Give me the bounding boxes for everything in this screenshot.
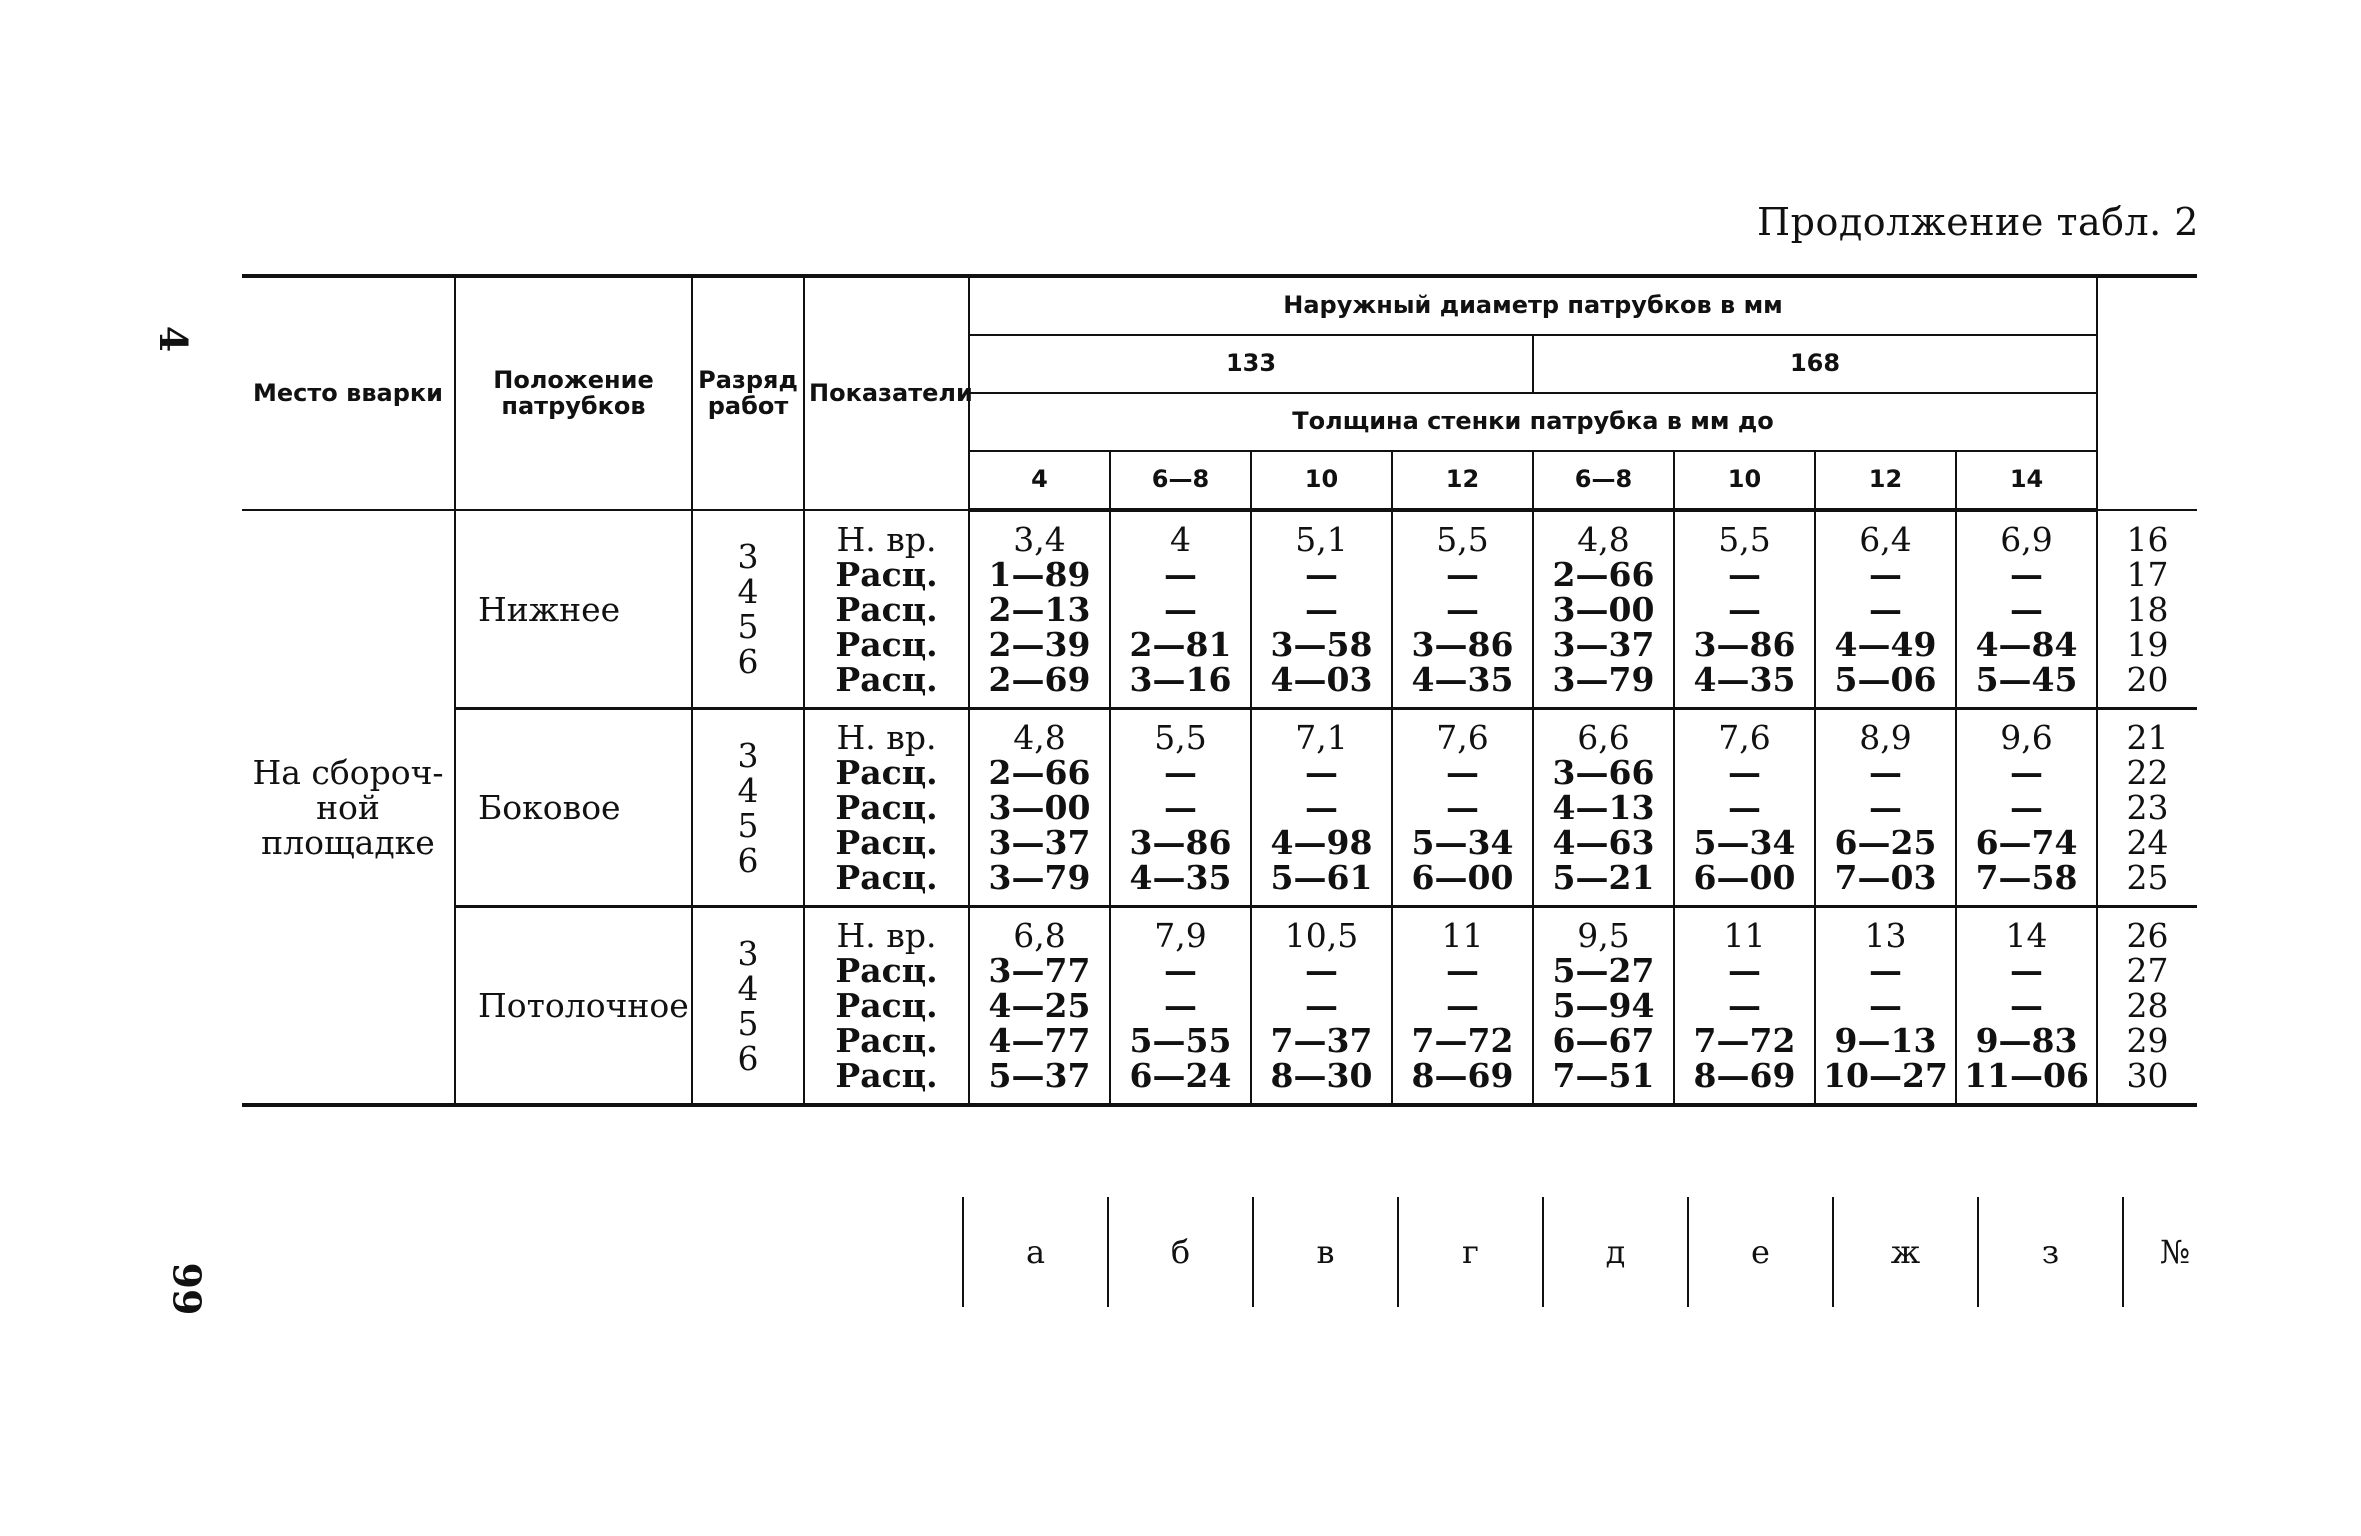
table-row	[242, 510, 2197, 709]
cell-value: 4—35	[1411, 660, 1514, 699]
cell-value: Расц.	[835, 589, 938, 629]
cell-value: —	[2010, 753, 2044, 792]
cell-value: 11	[1441, 916, 1484, 955]
cell-value: 5—55	[1129, 1021, 1232, 1060]
cell-value: 6—24	[1129, 1056, 1232, 1095]
cell-value: 7—37	[1270, 1021, 1373, 1060]
value-cell	[1815, 510, 1956, 709]
cell-value: 9—83	[1975, 1021, 2078, 1060]
value-cell	[1533, 907, 1674, 1106]
cell-value: 3—86	[1411, 625, 1514, 664]
grade-cell	[692, 709, 804, 907]
cell-value: Н. вр.	[836, 519, 937, 559]
cell-value: 7—51	[1552, 1056, 1655, 1095]
cell-value: —	[1305, 555, 1338, 594]
cell-value: Расц.	[835, 951, 938, 990]
value-cell	[1251, 907, 1392, 1106]
header-thickness-7: 12	[1815, 451, 1956, 510]
cell-value: 7—58	[1975, 858, 2078, 897]
cell-value: 7,6	[1718, 718, 1771, 757]
cell-value: 6,6	[1577, 718, 1630, 757]
cell-value: —	[1305, 986, 1338, 1025]
cell-value: 5—61	[1270, 858, 1373, 897]
value-cell	[1533, 709, 1674, 907]
cell-value: —	[1305, 590, 1338, 629]
cell-value: —	[1869, 986, 1902, 1025]
cell-value: Н. вр.	[836, 916, 937, 955]
value-cell	[1110, 510, 1251, 709]
position-cell: Нижнее	[455, 510, 692, 709]
row-number-cell	[2097, 907, 2197, 1106]
cell-value: 5—34	[1411, 823, 1514, 862]
cell-value: Н. вр.	[836, 718, 937, 757]
header-thickness-8: 14	[1956, 451, 2097, 510]
cell-value: 20	[2126, 659, 2169, 699]
value-cell	[1533, 510, 1674, 709]
table-row	[242, 709, 2197, 907]
cell-value: —	[1728, 753, 1761, 792]
cell-value: 28	[2126, 986, 2169, 1025]
cell-value: 5—06	[1834, 660, 1937, 699]
cell-value: 3	[737, 933, 759, 973]
value-cell	[1815, 907, 1956, 1106]
cell-value: 4—98	[1270, 823, 1373, 862]
cell-value: 4,8	[1577, 520, 1630, 559]
cell-value: 21	[2126, 718, 2169, 757]
cell-value: 8—69	[1693, 1056, 1796, 1095]
cell-value: —	[1728, 788, 1761, 827]
cell-value: 29	[2126, 1021, 2169, 1060]
cell-value: —	[1164, 590, 1197, 629]
cell-value: 27	[2126, 951, 2169, 990]
header-thickness-4: 12	[1392, 451, 1533, 510]
cell-value: Расц.	[835, 1056, 938, 1095]
cell-value: 5—37	[988, 1056, 1091, 1095]
cell-value: 3—37	[988, 823, 1091, 862]
cell-value: Расц.	[835, 986, 938, 1025]
position-cell: Потолочное	[455, 907, 692, 1106]
header-diameter-133: 133	[969, 335, 1533, 393]
cell-value: 4—63	[1552, 823, 1655, 862]
cell-value: 30	[2126, 1056, 2169, 1095]
place-cell: На сбороч-ной площадке	[252, 752, 444, 862]
row-number-cell	[2097, 510, 2197, 709]
cell-value: Расц.	[835, 788, 938, 827]
position-cell: Боковое	[455, 709, 692, 907]
value-cell	[969, 709, 1110, 907]
header-thickness-6: 10	[1674, 451, 1815, 510]
cell-value: 5—21	[1552, 858, 1655, 897]
cell-value: 6	[737, 840, 759, 880]
cell-value: 4—77	[988, 1021, 1091, 1060]
cell-value: 7,1	[1295, 718, 1348, 757]
cell-value: 6—25	[1834, 823, 1937, 862]
header-place: Место вварки	[242, 276, 455, 510]
cell-value: 5—45	[1975, 660, 2078, 699]
cell-value: —	[1869, 951, 1902, 990]
header-thickness-5: 6—8	[1533, 451, 1674, 510]
cell-value: 5,5	[1436, 520, 1489, 559]
header-row-number	[2097, 276, 2197, 510]
value-cell	[1815, 709, 1956, 907]
margin-number-top: 4	[151, 325, 197, 353]
cell-value: 3	[737, 735, 759, 775]
value-cell	[1251, 709, 1392, 907]
cell-value: 5—34	[1693, 823, 1796, 862]
cell-value: 3—66	[1552, 753, 1655, 792]
cell-value: 4,8	[1013, 718, 1066, 757]
cell-value: Расц.	[835, 659, 938, 699]
cell-value: 5	[737, 805, 759, 845]
cell-value: —	[1164, 555, 1197, 594]
column-letter: е	[1688, 1197, 1833, 1307]
cell-value: 2—69	[988, 660, 1091, 699]
cell-value: —	[1305, 753, 1338, 792]
header-wall-thickness: Толщина стенки патрубка в мм до	[969, 393, 2097, 451]
indicator-cell	[804, 510, 969, 709]
cell-value: —	[2010, 555, 2044, 594]
cell-value: 3—86	[1693, 625, 1796, 664]
cell-value: Расц.	[835, 823, 938, 862]
cell-value: Расц.	[835, 624, 938, 664]
table-row	[242, 907, 2197, 1106]
cell-value: 6	[737, 1038, 759, 1078]
column-letter: ж	[1833, 1197, 1978, 1307]
cell-value: 8—30	[1270, 1056, 1373, 1095]
cell-value: 7—72	[1411, 1021, 1514, 1060]
cell-value: —	[1728, 555, 1761, 594]
cell-value: 4	[737, 572, 759, 611]
column-letter: б	[1108, 1197, 1253, 1307]
cell-value: —	[1869, 753, 1902, 792]
cell-value: 6—67	[1552, 1021, 1655, 1060]
grade-cell	[692, 907, 804, 1106]
cell-value: 3—00	[1552, 590, 1655, 629]
cell-value: 5—27	[1552, 951, 1655, 990]
cell-value: 4	[1170, 520, 1191, 559]
value-cell	[1392, 907, 1533, 1106]
cell-value: 4—25	[988, 986, 1091, 1025]
cell-value: 5	[737, 1003, 759, 1043]
column-letter: а	[963, 1197, 1108, 1307]
cell-value: —	[1728, 951, 1761, 990]
cell-value: 25	[2126, 858, 2169, 897]
column-letter: в	[1253, 1197, 1398, 1307]
cell-value: —	[1446, 951, 1479, 990]
header-outer-diameter: Наружный диаметр патрубков в мм	[969, 276, 2097, 335]
cell-value: 3,4	[1013, 520, 1066, 559]
cell-value: 5,5	[1154, 718, 1207, 757]
cell-value: 4—13	[1552, 788, 1655, 827]
cell-value: 8—69	[1411, 1056, 1514, 1095]
cell-value: —	[1164, 788, 1197, 827]
cell-value: Расц.	[835, 753, 938, 792]
cell-value: 3—16	[1129, 660, 1232, 699]
cell-value: 6,9	[2000, 520, 2053, 559]
cell-value: 6,4	[1859, 520, 1912, 559]
cell-value: 7,6	[1436, 718, 1489, 757]
margin-number-bottom: 99	[164, 1262, 210, 1316]
cell-value: 4—03	[1270, 660, 1373, 699]
cell-value: 3—00	[988, 788, 1091, 827]
cell-value: 3—37	[1552, 625, 1655, 664]
cell-value: —	[1305, 788, 1338, 827]
cell-value: —	[1446, 555, 1479, 594]
value-cell	[1110, 907, 1251, 1106]
value-cell	[1956, 907, 2097, 1106]
value-cell	[1674, 510, 1815, 709]
cell-value: 8,9	[1859, 718, 1912, 757]
cell-value: 6—74	[1975, 823, 2078, 862]
cell-value: 11—06	[1964, 1056, 2089, 1095]
cell-value: 4—84	[1975, 625, 2078, 664]
cell-value: —	[1728, 590, 1761, 629]
cell-value: 9,6	[2000, 718, 2053, 757]
cell-value: 4	[737, 968, 759, 1008]
cell-value: —	[1728, 986, 1761, 1025]
cell-value: 5,1	[1295, 520, 1348, 559]
cell-value: —	[2010, 590, 2044, 629]
cell-value: —	[1869, 590, 1902, 629]
cell-value: 5,5	[1718, 520, 1771, 559]
header-grade: Разряд работ	[692, 276, 804, 510]
cell-value: 3—79	[1552, 660, 1655, 699]
cell-value: 23	[2126, 788, 2169, 827]
column-letter: з	[1978, 1197, 2123, 1307]
cell-value: 6,8	[1013, 916, 1066, 955]
cell-value: 4—49	[1834, 625, 1937, 664]
cell-value: 4—35	[1129, 858, 1232, 897]
cell-value: 1—89	[988, 555, 1091, 594]
cell-value: Расц.	[835, 1021, 938, 1060]
value-cell	[969, 907, 1110, 1106]
cell-value: 6—00	[1693, 858, 1796, 897]
cell-value: 16	[2126, 519, 2169, 559]
cell-value: —	[2010, 986, 2044, 1025]
cell-value: 24	[2126, 823, 2169, 862]
row-number-cell	[2097, 709, 2197, 907]
column-letter: г	[1398, 1197, 1543, 1307]
value-cell	[1251, 510, 1392, 709]
cell-value: 14	[2005, 916, 2048, 955]
norms-table	[242, 274, 2197, 1107]
cell-value: 3—86	[1129, 823, 1232, 862]
cell-value: —	[1164, 951, 1197, 990]
cell-value: 6	[737, 642, 759, 681]
column-letters-row	[962, 1197, 2226, 1307]
header-position: Положение патрубков	[455, 276, 692, 510]
value-cell	[1956, 709, 2097, 907]
cell-value: —	[2010, 788, 2044, 827]
table-caption: Продолжение табл. 2	[1757, 200, 2199, 244]
header-diameter-168: 168	[1533, 335, 2097, 393]
cell-value: 9,5	[1577, 916, 1630, 955]
cell-value: —	[1446, 986, 1479, 1025]
cell-value: 26	[2126, 916, 2169, 955]
header-thickness-2: 6—8	[1110, 451, 1251, 510]
value-cell	[1674, 709, 1815, 907]
header-thickness-3: 10	[1251, 451, 1392, 510]
header-indicators: Показатели	[804, 276, 969, 510]
value-cell	[1674, 907, 1815, 1106]
cell-value: —	[1869, 555, 1902, 594]
cell-value: 17	[2126, 554, 2169, 594]
cell-value: 19	[2126, 624, 2169, 664]
cell-value: —	[1305, 951, 1338, 990]
cell-value: —	[1164, 753, 1197, 792]
cell-value: 9—13	[1834, 1021, 1937, 1060]
cell-value: 5—94	[1552, 986, 1655, 1025]
cell-value: 2—66	[1552, 555, 1655, 594]
cell-value: 6—00	[1411, 858, 1514, 897]
cell-value: —	[1869, 788, 1902, 827]
indicator-cell	[804, 709, 969, 907]
cell-value: 7—72	[1693, 1021, 1796, 1060]
cell-value: 3—58	[1270, 625, 1373, 664]
value-cell	[1956, 510, 2097, 709]
cell-value: Расц.	[835, 554, 938, 594]
value-cell	[969, 510, 1110, 709]
cell-value: —	[1446, 788, 1479, 827]
cell-value: 2—66	[988, 753, 1091, 792]
cell-value: 10,5	[1284, 916, 1359, 955]
value-cell	[1392, 709, 1533, 907]
cell-value: —	[1164, 986, 1197, 1025]
cell-value: 18	[2126, 589, 2169, 629]
cell-value: 4—35	[1693, 660, 1796, 699]
cell-value: 3	[737, 537, 759, 576]
cell-value: 22	[2126, 753, 2169, 792]
cell-value: 10—27	[1823, 1056, 1948, 1095]
cell-value: Расц.	[835, 858, 938, 897]
value-cell	[1110, 709, 1251, 907]
cell-value: 3—79	[988, 858, 1091, 897]
cell-value: 2—81	[1129, 625, 1232, 664]
header-thickness-1: 4	[969, 451, 1110, 510]
indicator-cell	[804, 907, 969, 1106]
cell-value: —	[1446, 753, 1479, 792]
column-letter: д	[1543, 1197, 1688, 1307]
cell-value: 3—77	[988, 951, 1091, 990]
cell-value: 2—13	[988, 590, 1091, 629]
cell-value: 7—03	[1834, 858, 1937, 897]
value-cell	[1392, 510, 1533, 709]
cell-value: 4	[737, 770, 759, 810]
cell-value: 5	[737, 607, 759, 646]
grade-cell	[692, 510, 804, 709]
cell-value: —	[2010, 951, 2044, 990]
cell-value: 2—39	[988, 625, 1091, 664]
cell-value: 7,9	[1154, 916, 1207, 955]
number-label: №	[2123, 1197, 2226, 1307]
cell-value: —	[1446, 590, 1479, 629]
cell-value: 11	[1723, 916, 1766, 955]
cell-value: 13	[1864, 916, 1907, 955]
